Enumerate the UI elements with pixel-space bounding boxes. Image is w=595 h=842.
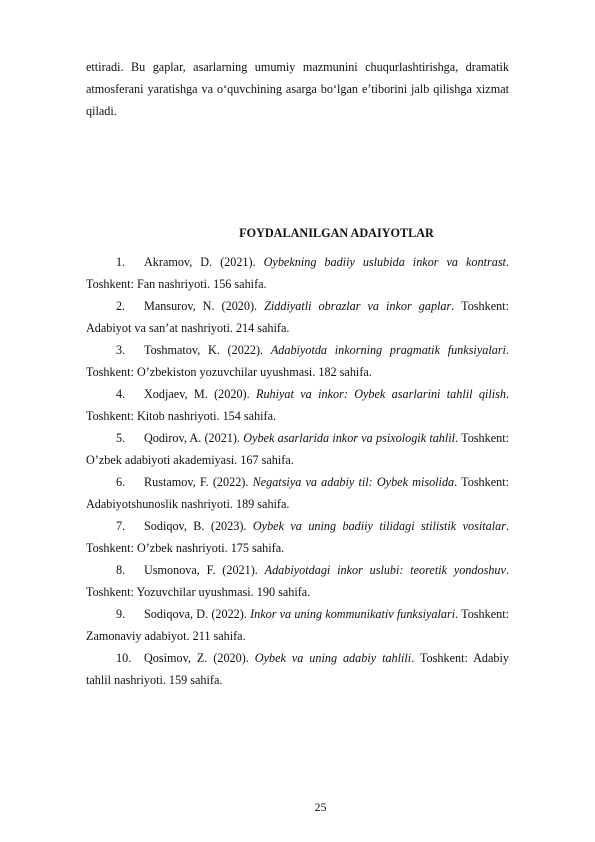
reference-publisher: . Toshkent: Kitob nashriyoti. 154 sahifa. xyxy=(86,387,509,423)
reference-publisher: . Toshkent: Adabiyot va san’at nashriyoti. 214 sahifa. xyxy=(86,299,510,335)
reference-author: Sodiqova, D. (2022). xyxy=(144,607,247,621)
reference-item xyxy=(86,471,509,515)
reference-title: Oybekning badiiy uslubida inkor va kontrast xyxy=(263,255,506,269)
reference-title: Ruhiyat va inkor: Oybek asarlarini tahlil qilish xyxy=(256,387,506,401)
reference-number: 6. xyxy=(116,475,126,489)
reference-title: Ziddiyatli obrazlar va inkor gaplar xyxy=(264,299,452,313)
reference-publisher: . Toshkent: Adabiyotshunoslik nashriyoti. 189 sahifa. xyxy=(86,475,510,511)
reference-item xyxy=(86,295,509,339)
reference-number: 10. xyxy=(116,651,132,665)
reference-title: Inkor va uning kommunikativ funksiyalari xyxy=(250,607,456,621)
reference-number: 4. xyxy=(116,387,126,401)
reference-number: 2. xyxy=(116,299,126,313)
reference-title: Oybek asarlarida inkor va psixologik tahlil xyxy=(243,431,456,445)
reference-item xyxy=(86,427,509,471)
reference-publisher: . Toshkent: Yozuvchilar uyushmasi. 190 sahifa. xyxy=(86,563,509,599)
page-number: 25 xyxy=(314,800,327,814)
reference-item xyxy=(86,603,509,647)
reference-item xyxy=(86,515,509,559)
reference-author: Mansurov, N. (2020). xyxy=(144,299,258,313)
reference-title: Adabiyotda inkorning pragmatik funksiyalari xyxy=(270,343,506,357)
reference-publisher: . Toshkent: Fan nashriyoti. 156 sahifa. xyxy=(86,255,509,291)
reference-item xyxy=(86,559,509,603)
reference-author: Xodjaev, M. (2020). xyxy=(144,387,250,401)
reference-title: Oybek va uning adabiy tahlili xyxy=(254,651,412,665)
reference-number: 5. xyxy=(116,431,126,445)
reference-author: Qosimov, Z. (2020). xyxy=(144,651,249,665)
reference-number: 7. xyxy=(116,519,126,533)
reference-title: Negatsiya va adabiy til: Oybek misolida xyxy=(252,475,455,489)
reference-publisher: . Toshkent: O’zbek adabiyoti akademiyasi. 167 sahifa. xyxy=(86,431,510,467)
reference-publisher: . Toshkent: Adabiy tahlil nashriyoti. 159 sahifa. xyxy=(86,651,509,687)
reference-author: Toshmatov, K. (2022). xyxy=(144,343,264,357)
reference-item xyxy=(86,251,509,295)
reference-number: 3. xyxy=(116,343,126,357)
reference-title: Adabiyotdagi inkor uslubi: teoretik yondoshuv xyxy=(264,563,506,577)
reference-publisher: . Toshkent: O’zbekiston yozuvchilar uyushmasi. 182 sahifa. xyxy=(86,343,509,379)
body-paragraph: ettiradi. Bu gaplar, asarlarning umumiy mazmunini chuqurlashtirishga, dramatik atmosferani yaratishga va o‘quvchining asarga bo‘lgan e’tiborini jalb qilishga xizmat qiladi. xyxy=(86,60,509,118)
reference-author: Akramov, D. (2021). xyxy=(144,255,256,269)
reference-item xyxy=(86,383,509,427)
reference-author: Qodirov, A. (2021). xyxy=(144,431,241,445)
reference-publisher: . Toshkent: Zamonaviy adabiyot. 211 sahifa. xyxy=(86,607,510,643)
reference-number: 9. xyxy=(116,607,126,621)
reference-item xyxy=(86,647,509,691)
reference-item xyxy=(86,339,509,383)
reference-title: Oybek va uning badiiy tilidagi stilistik vositalar xyxy=(252,519,506,533)
references-heading: FOYDALANILGAN ADAIYOTLAR xyxy=(239,226,434,240)
reference-author: Rustamov, F. (2022). xyxy=(144,475,249,489)
reference-publisher: . Toshkent: O’zbek nashriyoti. 175 sahifa. xyxy=(86,519,510,555)
reference-author: Sodiqov, B. (2023). xyxy=(144,519,247,533)
reference-number: 8. xyxy=(116,563,126,577)
reference-number: 1. xyxy=(116,255,126,269)
references-list xyxy=(86,251,509,691)
reference-author: Usmonova, F. (2021). xyxy=(144,563,258,577)
